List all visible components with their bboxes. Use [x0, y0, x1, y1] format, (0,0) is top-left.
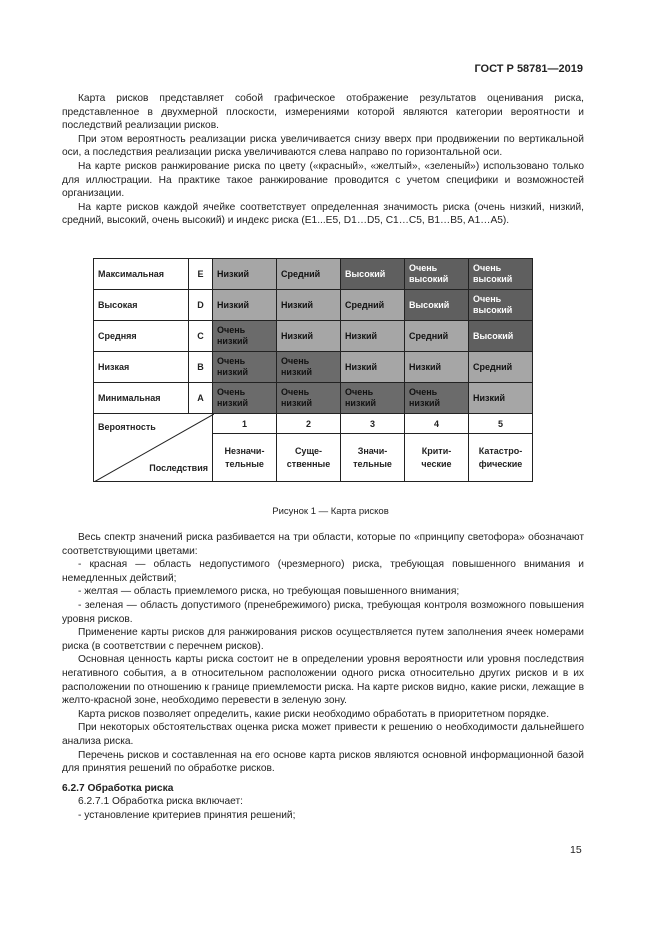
probability-level: Высокая	[94, 290, 189, 321]
probability-letter: E	[189, 259, 213, 290]
subsection: 6.2.7.1 Обработка риска включает:	[78, 796, 243, 808]
body-text	[62, 531, 584, 822]
risk-cell: Высокий	[341, 259, 405, 290]
consequence-number: 1	[213, 414, 277, 434]
paragraph: - зеленая — область допустимого (пренебрежимого) риска, требующая контроля возможного повышения уровня рисков.	[62, 599, 584, 625]
probability-letter: D	[189, 290, 213, 321]
risk-cell: Очень высокий	[469, 290, 533, 321]
paragraph: На карте рисков ранжирование риска по цвету («красный», «желтый», «зеленый») использовано только для иллюстрации. На практике такое ранжирование проводится с учетом специфики и возможностей организации.	[62, 160, 584, 200]
paragraph: Карта рисков представляет собой графическое отображение результатов оценивания риска, представленное в двухмерной плоскости, измерениями которой являются категории вероятности и последствий реализации рисков.	[62, 93, 584, 132]
risk-map-row	[94, 352, 533, 383]
risk-cell: Очень высокий	[469, 259, 533, 290]
risk-cell: Низкий	[469, 383, 533, 414]
risk-cell: Высокий	[405, 290, 469, 321]
risk-cell: Очень высокий	[405, 259, 469, 290]
probability-axis-label: Вероятность	[98, 422, 156, 432]
risk-cell: Очень низкий	[405, 383, 469, 414]
consequence-number: 5	[469, 414, 533, 434]
probability-letter: B	[189, 352, 213, 383]
risk-cell: Очень низкий	[277, 383, 341, 414]
paragraph: - желтая — область приемлемого риска, но требующая повышенного внимания;	[78, 586, 460, 598]
risk-cell: Низкий	[405, 352, 469, 383]
probability-level: Минимальная	[94, 383, 189, 414]
probability-level: Средняя	[94, 321, 189, 352]
paragraph: При некоторых обстоятельствах оценка риска может привести к решению о необходимости дальнейшего анализа риска.	[62, 722, 584, 747]
risk-map-row	[94, 321, 533, 352]
consequence-level: Катастро-фические	[469, 434, 533, 482]
probability-letter: C	[189, 321, 213, 352]
risk-cell: Средний	[405, 321, 469, 352]
risk-map-row	[94, 383, 533, 414]
probability-level: Низкая	[94, 352, 189, 383]
risk-cell: Средний	[469, 352, 533, 383]
risk-cell: Очень низкий	[341, 383, 405, 414]
risk-cell: Низкий	[213, 259, 277, 290]
risk-cell: Низкий	[341, 321, 405, 352]
paragraph: Применение карты рисков для ранжирования рисков осуществляется путем заполнения ячеек номерами риска (в соответствии с перечнем рисков).	[62, 627, 584, 652]
consequence-number: 4	[405, 414, 469, 434]
page-number: 15	[570, 844, 582, 856]
paragraph: Карта рисков позволяет определить, какие риски необходимо обработать в приоритетном порядке.	[78, 708, 550, 720]
risk-map-row	[94, 259, 533, 290]
risk-cell: Низкий	[277, 290, 341, 321]
risk-cell: Очень низкий	[277, 352, 341, 383]
document-header: ГОСТ Р 58781—2019	[474, 63, 583, 75]
figure-caption: Рисунок 1 — Карта рисков	[272, 506, 389, 517]
paragraph: Основная ценность карты риска состоит не в определении уровня вероятности или уровня последствия негативного события, а в относительном расположении одного риска относительно других рисков и в их расположении по отношению к границе приемлемости риска. На карте рисков видно, какие риски, лежащие в желто-красной зоне, необходимо перевести в зеленую зону.	[62, 654, 584, 707]
risk-cell: Средний	[341, 290, 405, 321]
risk-cell: Очень низкий	[213, 352, 277, 383]
consequence-number: 2	[277, 414, 341, 434]
consequence-number: 3	[341, 414, 405, 434]
consequence-level: Крити-ческие	[405, 434, 469, 482]
consequences-axis-label: Последствия	[149, 463, 208, 473]
risk-cell: Низкий	[213, 290, 277, 321]
intro-text	[62, 92, 584, 228]
paragraph: При этом вероятность реализации риска увеличивается снизу вверх при продвижении по вертикальной оси, а последствия реализации риска увеличиваются слева направо по горизонтальной оси.	[62, 133, 584, 159]
consequence-level: Суще-ственные	[277, 434, 341, 482]
paragraph: Перечень рисков и составленная на его основе карта рисков являются основной информационной базой для принятия решений по обработке рисков.	[62, 749, 584, 775]
risk-cell: Средний	[277, 259, 341, 290]
risk-map-row	[94, 290, 533, 321]
risk-cell: Низкий	[341, 352, 405, 383]
paragraph: На карте рисков каждой ячейке соответствует определенная значимость риска (очень низкий, низкий, средний, высокий, очень высокий) и индекс риска (E1...E5, D1…D5, C1…C5, B1…B5, A1…A5).	[62, 201, 584, 227]
risk-cell: Очень низкий	[213, 321, 277, 352]
risk-cell: Очень низкий	[213, 383, 277, 414]
risk-map-table	[93, 258, 533, 482]
risk-cell: Низкий	[277, 321, 341, 352]
paragraph: - красная — область недопустимого (чрезмерного) риска, требующая повышенного внимания и немедленных действий;	[62, 559, 584, 584]
consequence-level: Незначи-тельные	[213, 434, 277, 482]
paragraph: Весь спектр значений риска разбивается на три области, которые по «принципу светофора» обозначают соответствующими цветами:	[62, 532, 584, 557]
risk-cell: Высокий	[469, 321, 533, 352]
section-heading: 6.2.7 Обработка риска	[62, 782, 174, 794]
consequence-level: Значи-тельные	[341, 434, 405, 482]
probability-letter: A	[189, 383, 213, 414]
bullet-item: - установление критериев принятия решений;	[78, 809, 296, 821]
table-corner-header	[94, 414, 213, 482]
probability-level: Максимальная	[94, 259, 189, 290]
